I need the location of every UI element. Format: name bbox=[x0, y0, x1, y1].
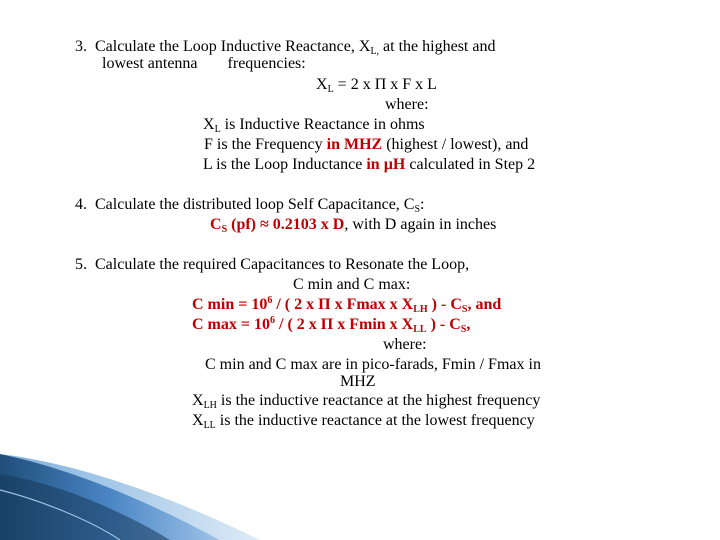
step3-line2a: lowest antenna bbox=[102, 55, 198, 72]
cmin-b: / ( 2 x Π x Fmax x X bbox=[272, 296, 414, 313]
cmin-d: , and bbox=[467, 296, 502, 313]
cmax-sub2: S bbox=[460, 324, 467, 335]
decorative-swoosh bbox=[0, 450, 720, 540]
cmax-b: / ( 2 x Π x Fmin x X bbox=[275, 316, 414, 333]
xlh-x: X bbox=[192, 392, 204, 409]
cmax-formula bbox=[192, 316, 470, 334]
step5-where: where: bbox=[383, 336, 427, 353]
step3-number: 3. bbox=[75, 38, 87, 55]
cs-symbol: C bbox=[210, 216, 222, 233]
step3-xl-def bbox=[203, 116, 425, 134]
cmin-a: C min = 10 bbox=[192, 296, 268, 313]
step5-line2: C min and C max: bbox=[293, 276, 411, 293]
l-def-text: L is the Loop Inductance bbox=[203, 156, 367, 173]
cmax-d: , bbox=[466, 316, 471, 333]
step5-text: Calculate the required Capacitances to Resonate the Loop, bbox=[95, 256, 470, 273]
xlh-def bbox=[192, 392, 540, 410]
step3-formula bbox=[316, 76, 437, 94]
xll-text: is the inductive reactance at the lowest frequency bbox=[215, 412, 535, 429]
step3-sub: L, bbox=[370, 46, 380, 57]
xlh-text: is the inductive reactance at the highest frequency bbox=[216, 392, 541, 409]
step3-f-def bbox=[204, 136, 528, 154]
cmin-sub: LH bbox=[413, 304, 428, 315]
cmin-c: ) - C bbox=[427, 296, 462, 313]
cmax-sub: LL bbox=[413, 324, 427, 335]
f-def-unit: in MHZ bbox=[326, 136, 383, 153]
step3-text-end: at the highest and bbox=[379, 38, 496, 55]
formula-rest: = 2 x Π x F x L bbox=[333, 76, 437, 93]
xll-sub: LL bbox=[203, 420, 216, 431]
xll-x: X bbox=[192, 412, 204, 429]
step3-text: Calculate the Loop Inductive Reactance, X bbox=[95, 38, 371, 55]
step4-number: 4. bbox=[75, 196, 87, 213]
xlh-sub: LH bbox=[203, 400, 217, 411]
l-def-unit: in µH bbox=[366, 156, 406, 173]
cs-sub: S bbox=[221, 224, 228, 235]
cmax-c: ) - C bbox=[426, 316, 461, 333]
step4-formula bbox=[210, 216, 496, 234]
l-def-end: calculated in Step 2 bbox=[405, 156, 536, 173]
xl-def-text: is Inductive Reactance in ohms bbox=[220, 116, 425, 133]
step3-line2 bbox=[102, 55, 306, 73]
step3-heading bbox=[75, 38, 495, 56]
formula-x-sub: L bbox=[327, 84, 334, 95]
step4-text: Calculate the distributed loop Self Capacitance, C bbox=[95, 196, 415, 213]
cmin-sup: 6 bbox=[267, 295, 273, 306]
cmax-a: C max = 10 bbox=[192, 316, 270, 333]
f-def-text: F is the Frequency bbox=[204, 136, 327, 153]
step5-heading bbox=[75, 256, 469, 274]
step3-line2b: frequencies: bbox=[227, 55, 306, 72]
f-def-end: (highest / lowest), and bbox=[382, 136, 529, 153]
xl-def-x: X bbox=[203, 116, 215, 133]
step3-l-def bbox=[203, 156, 535, 174]
cmin-formula bbox=[192, 296, 501, 314]
cs-formula-end: , with D again in inches bbox=[344, 216, 497, 233]
step4-sub: S bbox=[414, 204, 421, 215]
step4-text-end: : bbox=[420, 196, 425, 213]
step5-number: 5. bbox=[75, 256, 87, 273]
cmax-sup: 6 bbox=[270, 315, 275, 326]
formula-x: X bbox=[316, 76, 328, 93]
xll-def bbox=[192, 412, 535, 430]
step5-units2: MHZ bbox=[340, 373, 376, 390]
xl-def-sub: L bbox=[214, 124, 221, 135]
cmin-sub2: S bbox=[461, 304, 468, 315]
step4-heading bbox=[75, 196, 424, 214]
cs-formula: (pf) ≈ 0.2103 x D bbox=[227, 216, 345, 233]
step3-where: where: bbox=[385, 96, 429, 113]
step5-units: C min and C max are in pico-farads, Fmin / Fmax in bbox=[205, 356, 541, 373]
